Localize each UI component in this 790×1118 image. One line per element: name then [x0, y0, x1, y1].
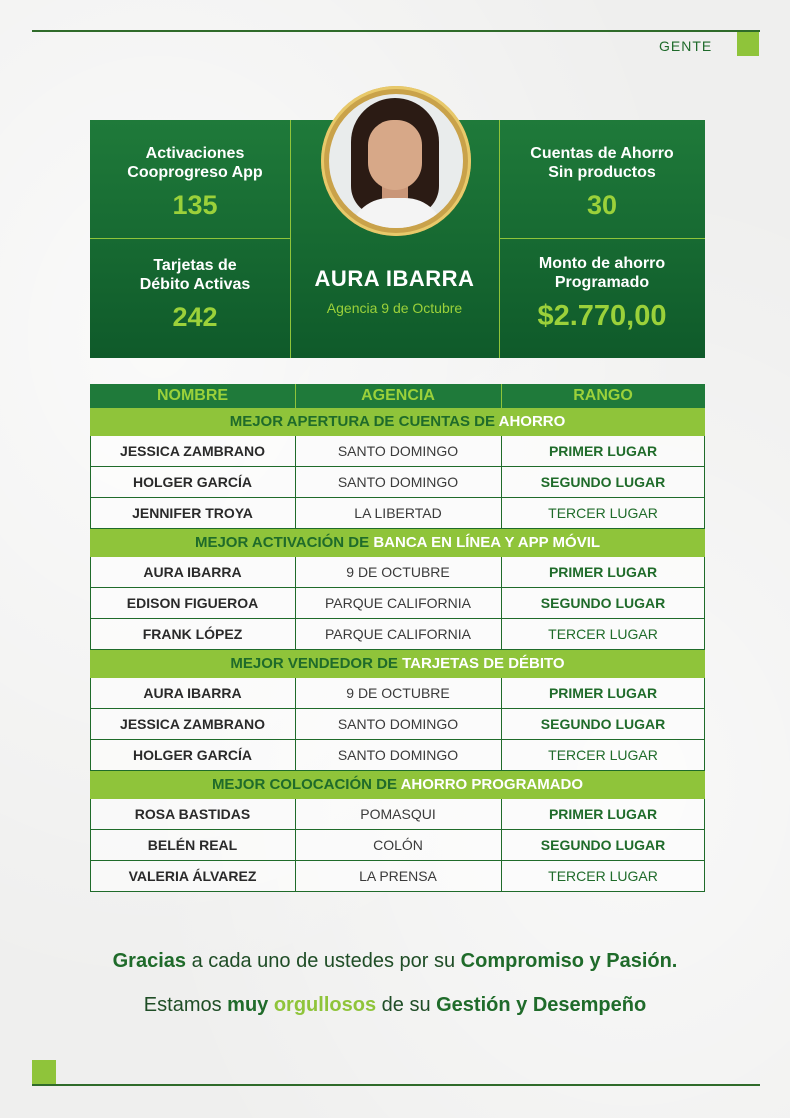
cell-agencia: LA PRENSA — [359, 868, 437, 884]
hero-profile — [290, 266, 499, 316]
metric-label-line: Sin productos — [548, 164, 656, 181]
thanks-highlight-light: orgullosos — [273, 994, 377, 1016]
header-rango: RANGO — [573, 387, 633, 404]
section-title-text: MEJOR ACTIVACIÓN DE — [194, 534, 374, 551]
table-row — [90, 557, 705, 588]
cell-agencia: SANTO DOMINGO — [337, 716, 459, 732]
cell-rango: PRIMER LUGAR — [548, 564, 658, 580]
cell-nombre: ROSA BASTIDAS — [134, 806, 251, 822]
grid-line — [501, 861, 502, 892]
header-agencia: AGENCIA — [361, 387, 435, 404]
cell-rango: SEGUNDO LUGAR — [540, 595, 666, 611]
grid-line — [90, 861, 91, 892]
thanks-highlight: Gestión y Desempeño — [436, 994, 647, 1016]
metric-label-line: Activaciones — [145, 145, 245, 162]
grid-line — [501, 498, 502, 529]
metric-cuentas — [499, 144, 705, 221]
thanks-text: a cada uno de ustedes por su — [186, 950, 461, 972]
cell-nombre: HOLGER GARCÍA — [133, 474, 252, 490]
grid-line — [90, 467, 91, 498]
thanks-line-2 — [0, 994, 790, 1017]
metric-label — [499, 254, 705, 292]
metric-monto — [499, 254, 705, 333]
grid-line — [90, 891, 705, 892]
grid-line — [295, 709, 296, 740]
section-title-text: MEJOR VENDEDOR DE — [230, 655, 403, 672]
grid-line — [501, 740, 502, 771]
grid-line — [295, 830, 296, 861]
table-row — [90, 588, 705, 619]
metric-label-line: Tarjetas de — [153, 257, 237, 274]
metric-label-line: Cooprogreso App — [127, 164, 263, 181]
table-row — [90, 709, 705, 740]
grid-line — [90, 709, 91, 740]
thanks-highlight: Compromiso y Pasión. — [460, 950, 678, 972]
grid-line — [704, 557, 705, 588]
section-title — [90, 529, 705, 557]
grid-line — [704, 709, 705, 740]
table-row — [90, 830, 705, 861]
section-title-highlight: AHORRO — [498, 413, 566, 430]
cell-rango: TERCER LUGAR — [548, 505, 658, 521]
grid-line — [501, 678, 502, 709]
grid-line — [295, 557, 296, 588]
metric-value: $2.770,00 — [537, 300, 667, 332]
grid-line — [501, 467, 502, 498]
grid-line — [501, 619, 502, 650]
grid-line — [90, 436, 91, 467]
corner-square — [32, 1060, 56, 1084]
thanks-line-1 — [0, 950, 790, 973]
section-tag-square — [737, 32, 759, 56]
grid-line — [90, 740, 91, 771]
cell-nombre: HOLGER GARCÍA — [133, 747, 252, 763]
cell-nombre: JENNIFER TROYA — [132, 505, 253, 521]
grid-line — [295, 799, 296, 830]
header-nombre: NOMBRE — [156, 387, 229, 404]
metric-label-line: Monto de ahorro — [538, 255, 666, 272]
grid-line — [704, 678, 705, 709]
metric-label — [499, 144, 705, 182]
cell-nombre: JESSICA ZAMBRANO — [120, 716, 265, 732]
avatar-photo — [329, 94, 463, 228]
cell-nombre: JESSICA ZAMBRANO — [120, 443, 265, 459]
metric-label-line: Débito Activas — [139, 276, 251, 293]
table-row — [90, 467, 705, 498]
top-rule — [32, 30, 760, 32]
section-title — [90, 771, 705, 799]
grid-line — [501, 588, 502, 619]
cell-nombre: VALERIA ÁLVAREZ — [128, 868, 257, 884]
grid-line — [704, 861, 705, 892]
cell-agencia: LA LIBERTAD — [354, 505, 442, 521]
table-row — [90, 436, 705, 467]
cell-agencia: SANTO DOMINGO — [337, 747, 459, 763]
metric-label-line: Programado — [554, 274, 650, 291]
metric-value: 135 — [172, 190, 218, 220]
cell-nombre: EDISON FIGUEROA — [126, 595, 259, 611]
grid-line — [501, 709, 502, 740]
table-row — [90, 678, 705, 709]
cell-rango: TERCER LUGAR — [548, 747, 658, 763]
cell-rango: TERCER LUGAR — [548, 626, 658, 642]
grid-line — [295, 436, 296, 467]
grid-line — [90, 498, 91, 529]
cell-agencia: POMASQUI — [360, 806, 436, 822]
hero-divider-mid-left — [90, 238, 290, 239]
grid-line — [295, 619, 296, 650]
grid-line — [90, 588, 91, 619]
grid-line — [704, 498, 705, 529]
table-row — [90, 619, 705, 650]
metric-label-line: Cuentas de Ahorro — [530, 145, 674, 162]
hero-divider-mid-right — [499, 238, 705, 239]
thanks-text: de su — [376, 994, 437, 1016]
section-title-highlight: TARJETAS DE DÉBITO — [402, 655, 565, 672]
cell-agencia: SANTO DOMINGO — [337, 443, 459, 459]
cell-nombre: AURA IBARRA — [143, 564, 242, 580]
grid-line — [295, 588, 296, 619]
avatar-face — [368, 120, 422, 190]
avatar — [321, 86, 471, 236]
grid-line — [90, 799, 91, 830]
metric-value: 30 — [586, 190, 618, 220]
thanks-highlight: muy — [227, 994, 269, 1016]
grid-line — [501, 830, 502, 861]
section-title — [90, 408, 705, 436]
section-title-text: MEJOR APERTURA DE CUENTAS DE — [229, 413, 499, 430]
cell-agencia: SANTO DOMINGO — [337, 474, 459, 490]
metric-label — [90, 144, 300, 182]
cell-nombre: FRANK LÓPEZ — [142, 626, 243, 642]
grid-line — [90, 619, 91, 650]
grid-line — [704, 467, 705, 498]
cell-nombre: AURA IBARRA — [143, 685, 242, 701]
table-row — [90, 861, 705, 892]
cell-rango: PRIMER LUGAR — [548, 685, 658, 701]
grid-line — [501, 799, 502, 830]
table-row — [90, 799, 705, 830]
cell-agencia: COLÓN — [373, 837, 423, 853]
cell-rango: PRIMER LUGAR — [548, 806, 658, 822]
grid-line — [704, 619, 705, 650]
thanks-text: Estamos — [143, 994, 228, 1016]
cell-rango: SEGUNDO LUGAR — [540, 716, 666, 732]
metric-value: 242 — [172, 302, 218, 332]
grid-line — [295, 678, 296, 709]
grid-line — [295, 467, 296, 498]
grid-line — [90, 678, 91, 709]
section-title-highlight: AHORRO PROGRAMADO — [400, 776, 584, 793]
section-title-text: MEJOR COLOCACIÓN DE — [211, 776, 401, 793]
cell-nombre: BELÉN REAL — [147, 837, 238, 853]
cell-agencia: 9 DE OCTUBRE — [346, 564, 450, 580]
cell-rango: TERCER LUGAR — [548, 868, 658, 884]
grid-line — [704, 740, 705, 771]
cell-agencia: PARQUE CALIFORNIA — [325, 595, 471, 611]
grid-line — [704, 799, 705, 830]
metric-label — [90, 256, 300, 294]
thanks-highlight: Gracias — [112, 950, 187, 972]
cell-rango: SEGUNDO LUGAR — [540, 837, 666, 853]
grid-line — [90, 830, 91, 861]
section-title — [90, 650, 705, 678]
table-row — [90, 740, 705, 771]
cell-agencia: 9 DE OCTUBRE — [346, 685, 450, 701]
cell-agencia: PARQUE CALIFORNIA — [325, 626, 471, 642]
profile-name: AURA IBARRA — [314, 266, 475, 291]
metric-activaciones — [90, 144, 300, 221]
grid-line — [295, 498, 296, 529]
grid-line — [501, 436, 502, 467]
cell-rango: PRIMER LUGAR — [548, 443, 658, 459]
section-title-highlight: BANCA EN LÍNEA Y APP MÓVIL — [373, 534, 601, 551]
profile-agency: Agencia 9 de Octubre — [326, 300, 463, 316]
grid-line — [704, 830, 705, 861]
grid-line — [295, 861, 296, 892]
grid-line — [704, 588, 705, 619]
table-header — [90, 384, 705, 408]
table-row — [90, 498, 705, 529]
bottom-rule — [32, 1084, 760, 1086]
grid-line — [501, 557, 502, 588]
grid-line — [704, 436, 705, 467]
section-tag: GENTE — [659, 38, 713, 54]
grid-line — [295, 740, 296, 771]
cell-rango: SEGUNDO LUGAR — [540, 474, 666, 490]
grid-line — [90, 557, 91, 588]
metric-tarjetas — [90, 256, 300, 333]
